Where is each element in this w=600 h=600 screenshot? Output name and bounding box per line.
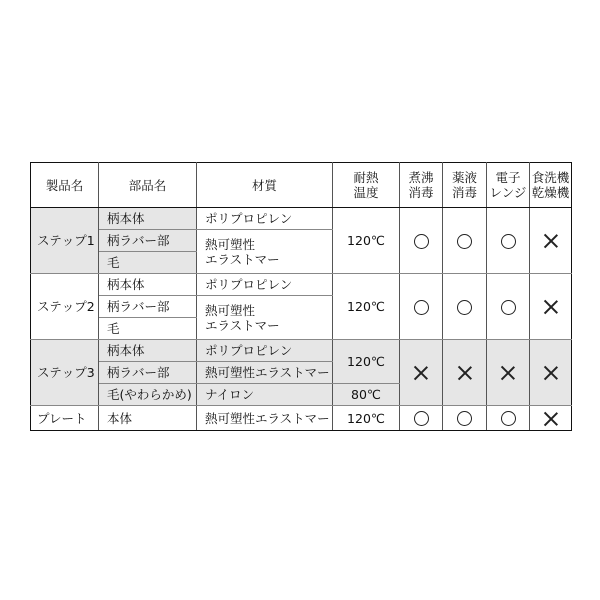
circle-mark-icon <box>501 300 516 315</box>
part-name: 柄本体 <box>99 340 197 362</box>
circle-mark-icon <box>414 411 429 426</box>
chemical-mark <box>443 274 487 340</box>
part-name: 柄本体 <box>99 274 197 296</box>
product-name: ステップ1 <box>31 208 99 274</box>
circle-mark-icon <box>457 411 472 426</box>
cross-mark-icon <box>501 366 515 380</box>
boiling-mark <box>400 406 443 431</box>
part-name: 柄ラバー部 <box>99 296 197 318</box>
chemical-mark <box>443 208 487 274</box>
circle-mark-icon <box>414 234 429 249</box>
dishwasher-mark <box>530 274 572 340</box>
table-row <box>31 274 572 296</box>
cross-mark-icon <box>544 300 558 314</box>
heat-resistance: 120℃ <box>333 340 400 384</box>
header-boiling-disinfection: 煮沸 消毒 <box>400 163 443 208</box>
header-product: 製品名 <box>31 163 99 208</box>
header-microwave: 電子 レンジ <box>487 163 530 208</box>
header-part: 部品名 <box>99 163 197 208</box>
header-chemical-disinfection: 薬液 消毒 <box>443 163 487 208</box>
microwave-mark <box>487 208 530 274</box>
cross-mark-icon <box>414 366 428 380</box>
boiling-mark <box>400 340 443 406</box>
table-row <box>31 340 572 362</box>
circle-mark-icon <box>414 300 429 315</box>
microwave-mark <box>487 274 530 340</box>
dishwasher-mark <box>530 208 572 274</box>
material-name: 熱可塑性 エラストマー <box>197 230 333 274</box>
circle-mark-icon <box>501 411 516 426</box>
circle-mark-icon <box>501 234 516 249</box>
part-name: 毛 <box>99 252 197 274</box>
part-name: 柄ラバー部 <box>99 362 197 384</box>
heat-resistance: 120℃ <box>333 274 400 340</box>
part-name: 毛 <box>99 318 197 340</box>
dishwasher-mark <box>530 406 572 431</box>
material-name: 熱可塑性エラストマー <box>197 406 333 431</box>
cross-mark-icon <box>544 412 558 426</box>
chemical-mark <box>443 340 487 406</box>
part-name: 本体 <box>99 406 197 431</box>
product-name: プレート <box>31 406 99 431</box>
header-heat-resistance: 耐熱 温度 <box>333 163 400 208</box>
material-name: ポリプロピレン <box>197 340 333 362</box>
compatibility-table <box>30 162 572 431</box>
material-name: ポリプロピレン <box>197 208 333 230</box>
material-name: ポリプロピレン <box>197 274 333 296</box>
boiling-mark <box>400 208 443 274</box>
dishwasher-mark <box>530 340 572 406</box>
chemical-mark <box>443 406 487 431</box>
circle-mark-icon <box>457 234 472 249</box>
product-name: ステップ3 <box>31 340 99 406</box>
header-material: 材質 <box>197 163 333 208</box>
header-dishwasher-dryer: 食洗機 乾燥機 <box>530 163 572 208</box>
material-name: 熱可塑性 エラストマー <box>197 296 333 340</box>
material-name: 熱可塑性エラストマー <box>197 362 333 384</box>
table-row <box>31 406 572 431</box>
part-name: 毛(やわらかめ) <box>99 384 197 406</box>
heat-resistance: 80℃ <box>333 384 400 406</box>
heat-resistance: 120℃ <box>333 406 400 431</box>
heat-resistance: 120℃ <box>333 208 400 274</box>
material-name: ナイロン <box>197 384 333 406</box>
part-name: 柄本体 <box>99 208 197 230</box>
cross-mark-icon <box>544 234 558 248</box>
product-name: ステップ2 <box>31 274 99 340</box>
microwave-mark <box>487 406 530 431</box>
table-row <box>31 208 572 230</box>
circle-mark-icon <box>457 300 472 315</box>
header-row <box>31 163 572 208</box>
cross-mark-icon <box>458 366 472 380</box>
part-name: 柄ラバー部 <box>99 230 197 252</box>
boiling-mark <box>400 274 443 340</box>
microwave-mark <box>487 340 530 406</box>
cross-mark-icon <box>544 366 558 380</box>
